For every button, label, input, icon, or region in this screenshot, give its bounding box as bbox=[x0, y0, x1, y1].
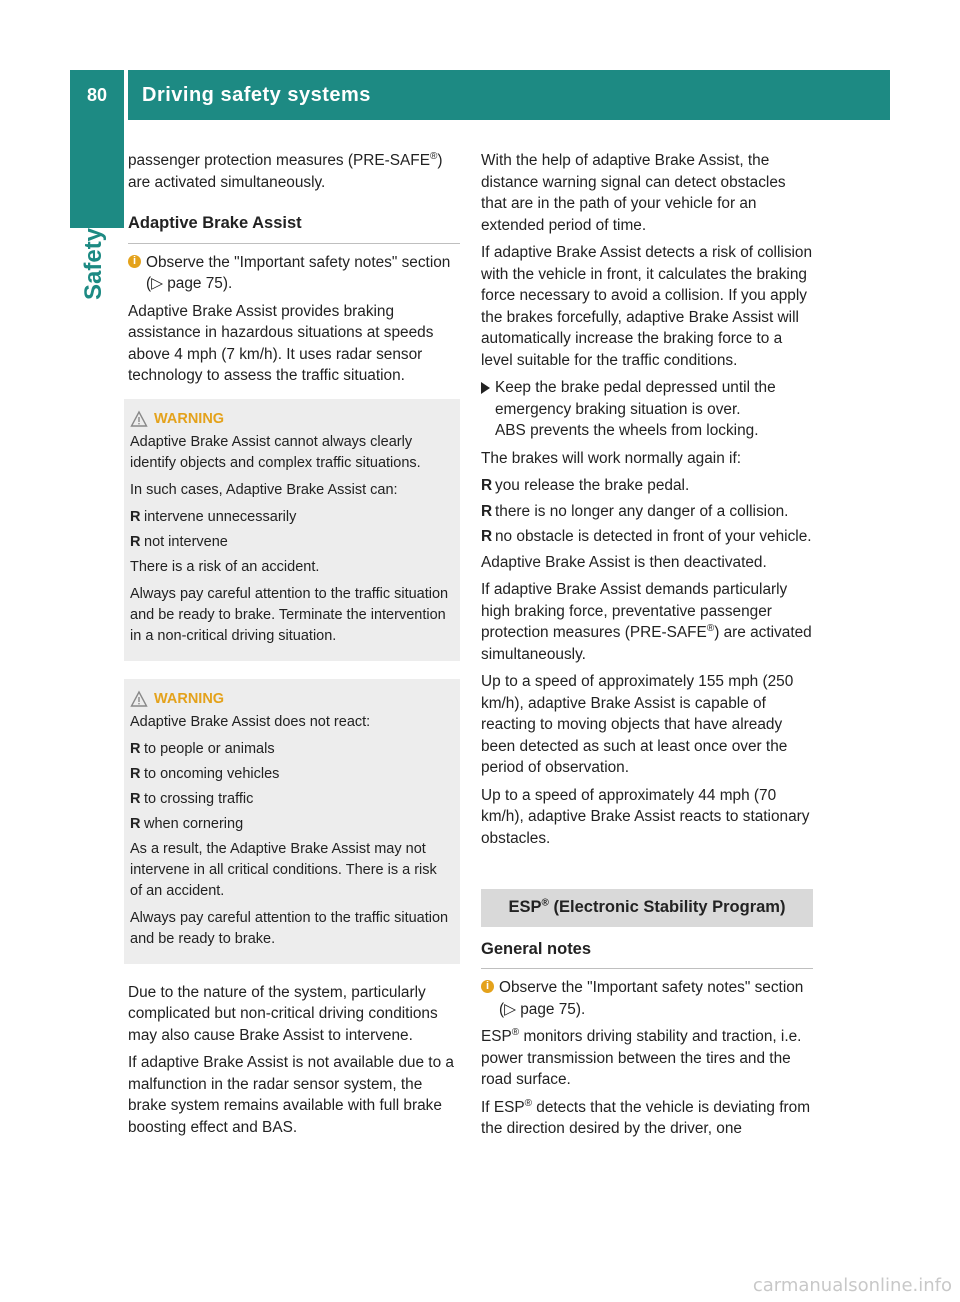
side-section-label: Safety bbox=[80, 227, 107, 300]
info-note bbox=[128, 252, 460, 295]
list-item-text: to people or animals bbox=[144, 740, 275, 757]
warning-text: Adaptive Brake Assist cannot always clearly identify objects and complex traffic situations. bbox=[130, 433, 421, 471]
paragraph: With the help of adaptive Brake Assist, the distance warning signal can detect obstacles that are in the path of your vehicle for an extended period of time. bbox=[481, 152, 786, 234]
registered-mark: ® bbox=[511, 1026, 520, 1038]
info-text: Observe the "Important safety notes" section (▷ page 75). bbox=[146, 253, 451, 292]
paragraph: If adaptive Brake Assist is not available due to a malfunction in the radar sensor system, the brake system remains available with full brake boosting effect and BAS. bbox=[128, 1054, 454, 1136]
paragraph: The brakes will work normally again if: bbox=[481, 449, 742, 467]
heading-adaptive-brake-assist: Adaptive Brake Assist bbox=[128, 214, 302, 232]
warning-heading bbox=[130, 689, 452, 710]
list-item bbox=[481, 526, 813, 548]
bullet-icon: R bbox=[481, 477, 493, 494]
info-icon: i bbox=[128, 255, 141, 268]
side-tab-block bbox=[70, 120, 124, 228]
list-item bbox=[481, 475, 813, 497]
list-item-text: there is no longer any danger of a collision. bbox=[495, 502, 789, 520]
paragraph: Up to a speed of approximately 44 mph (70 km/h), adaptive Brake Assist reacts to stationary obstacles. bbox=[481, 786, 810, 847]
list-item bbox=[481, 501, 813, 523]
paragraph bbox=[481, 1026, 813, 1091]
info-note bbox=[481, 977, 813, 1020]
warning-box bbox=[124, 399, 460, 661]
list-item bbox=[130, 507, 452, 528]
list-item-text: when cornering bbox=[144, 815, 244, 832]
page-title: Driving safety systems bbox=[142, 83, 371, 106]
arrow-right-icon bbox=[481, 382, 490, 394]
bullet-icon: R bbox=[130, 790, 141, 807]
bullet-icon: R bbox=[130, 740, 141, 757]
info-icon: i bbox=[481, 980, 494, 993]
left-column bbox=[128, 150, 460, 1144]
list-item-text: you release the brake pedal. bbox=[495, 477, 690, 494]
warning-triangle-icon bbox=[130, 690, 148, 708]
paragraph-text: If ESP bbox=[481, 1098, 525, 1116]
warning-box bbox=[124, 679, 460, 964]
page-number: 80 bbox=[86, 84, 108, 105]
divider bbox=[481, 968, 813, 969]
paragraph: Up to a speed of approximately 155 mph (250 km/h), adaptive Brake Assist is capable of reacting to moving objects that have already been detected as such at least once over the period of observation. bbox=[481, 673, 794, 776]
warning-text: As a result, the Adaptive Brake Assist may not intervene in all critical conditions. There is a risk of an accident. bbox=[130, 840, 437, 899]
warning-text: Always pay careful attention to the traffic situation and be ready to brake. bbox=[130, 909, 449, 947]
bullet-icon: R bbox=[130, 508, 141, 525]
bullet-icon: R bbox=[130, 815, 141, 832]
header-divider bbox=[124, 70, 128, 120]
list-item-text: no obstacle is detected in front of your vehicle. bbox=[495, 528, 812, 545]
warning-text: There is a risk of an accident. bbox=[130, 558, 320, 575]
warning-heading bbox=[130, 409, 452, 430]
list-item bbox=[130, 789, 452, 810]
section-title: ESP bbox=[508, 898, 542, 916]
list-item bbox=[130, 814, 452, 835]
warning-text: Always pay careful attention to the traffic situation and be ready to brake. Terminate the intervention in a non-critical driving situation. bbox=[130, 585, 449, 644]
paragraph bbox=[481, 1097, 813, 1140]
right-column bbox=[481, 150, 813, 1146]
list-item bbox=[130, 532, 452, 553]
heading-general-notes: General notes bbox=[481, 939, 592, 958]
action-step bbox=[481, 377, 813, 442]
paragraph bbox=[481, 579, 813, 665]
intro-paragraph bbox=[128, 150, 460, 193]
intro-text-2: are activated simultaneously. bbox=[128, 173, 326, 191]
section-heading-esp bbox=[481, 889, 813, 927]
paragraph-text: ) are activated simultaneously. bbox=[481, 624, 812, 663]
bullet-icon: R bbox=[130, 765, 141, 782]
bullet-icon: R bbox=[130, 533, 141, 550]
paragraph: Due to the nature of the system, particularly complicated but non-critical driving conditions may also cause Brake Assist to intervene. bbox=[128, 983, 438, 1044]
paragraph: If adaptive Brake Assist detects a risk of collision with the vehicle in front, it calculates the braking force necessary to avoid a collision. If you apply the brakes forcefully, adaptive Brake Assist will automatically increase the braking force to a level suitable for the traffic conditions. bbox=[481, 244, 813, 369]
paragraph: Adaptive Brake Assist is then deactivated. bbox=[481, 553, 767, 571]
list-item-text: intervene unnecessarily bbox=[144, 508, 297, 525]
paragraph: Adaptive Brake Assist provides braking assistance in hazardous situations at speeds above 4 mph (7 km/h). It uses radar sensor technology to assess the traffic situation. bbox=[128, 302, 434, 384]
warning-text: Adaptive Brake Assist does not react: bbox=[130, 713, 371, 730]
list-item-text: to oncoming vehicles bbox=[144, 765, 280, 782]
list-item bbox=[130, 764, 452, 785]
registered-mark: ® bbox=[706, 622, 715, 634]
paragraph-text: detects that the vehicle is deviating from the direction desired by the driver, one bbox=[481, 1098, 811, 1137]
info-text: Observe the "Important safety notes" section (▷ page 75). bbox=[499, 979, 804, 1018]
action-result: ABS prevents the wheels from locking. bbox=[495, 422, 759, 439]
intro-text: passenger protection measures (PRE-SAFE bbox=[128, 152, 430, 169]
paragraph-text: If adaptive Brake Assist demands particularly high braking force, preventative passenger protection measures (PRE-SAFE bbox=[481, 581, 788, 641]
bullet-icon: R bbox=[481, 502, 493, 520]
paragraph-text: ESP bbox=[481, 1028, 512, 1045]
intro-text-close: ) bbox=[437, 152, 443, 169]
bullet-icon: R bbox=[481, 528, 493, 545]
registered-mark: ® bbox=[429, 150, 438, 162]
list-item-text: to crossing traffic bbox=[144, 790, 254, 807]
section-title-rest: (Electronic Stability Program) bbox=[548, 898, 786, 916]
paragraph-text: monitors driving stability and traction, i.e. power transmission between the tires and the road surface. bbox=[481, 1028, 802, 1088]
warning-title: WARNING bbox=[154, 690, 225, 707]
divider bbox=[128, 243, 460, 244]
watermark: carmanualsonline.info bbox=[752, 1275, 952, 1296]
warning-text: In such cases, Adaptive Brake Assist can: bbox=[130, 481, 398, 498]
action-text: Keep the brake pedal depressed until the emergency braking situation is over. bbox=[495, 379, 776, 418]
warning-triangle-icon bbox=[130, 410, 148, 428]
list-item-text: not intervene bbox=[144, 533, 228, 550]
list-item bbox=[130, 739, 452, 760]
registered-mark: ® bbox=[524, 1097, 532, 1109]
registered-mark: ® bbox=[541, 897, 549, 909]
warning-title: WARNING bbox=[154, 410, 225, 427]
